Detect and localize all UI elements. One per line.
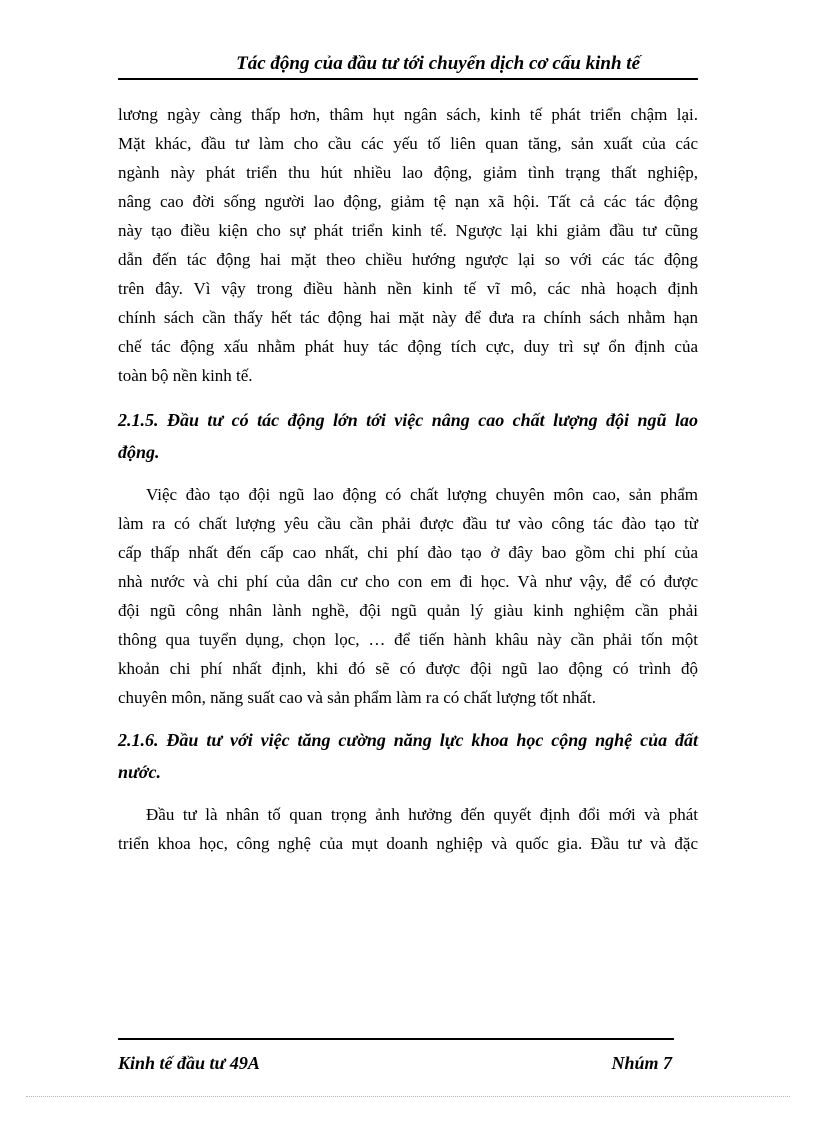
paragraph-line: Việc đào tạo đội ngũ lao động có chất lượng chuyên môn cao, sản phẩm xyxy=(146,485,698,504)
paragraph-line: ngành này phát triển thu hút nhiều lao động, giảm tình trạng thất nghiệp, xyxy=(118,163,698,182)
paragraph-line: Đầu tư là nhân tố quan trọng ảnh hưởng đến quyết định đổi mới và phát xyxy=(146,805,698,824)
paragraph-line: dẫn đến tác động hai mặt theo chiều hướng ngược lại so với các tác động xyxy=(118,250,698,269)
paragraph-line: chuyên môn, năng suất cao và sản phẩm làm ra có chất lượng tốt nhất. xyxy=(118,688,597,707)
paragraph-line: chế tác động xấu nhằm phát huy tác động tích cực, duy trì sự ổn định của xyxy=(118,337,698,356)
body-text xyxy=(118,100,698,858)
section-heading-2-1-6 xyxy=(118,724,698,788)
paragraph-line: trên đây. Vì vậy trong điều hành nền kinh tế vĩ mô, các nhà hoạch định xyxy=(118,279,698,298)
section-heading-2-1-5 xyxy=(118,404,698,468)
paragraph-line: chính sách cần thấy hết tác động hai mặt này để đưa ra chính sách nhằm hạn xyxy=(118,308,698,327)
paragraph-line: cấp thấp nhất đến cấp cao nhất, chi phí đào tạo ở đây bao gồm chi phí của xyxy=(118,543,698,562)
heading-line: 2.1.6. Đầu tư với việc tăng cường năng lực khoa học cộng nghệ của đất xyxy=(118,730,698,750)
footer-right-text: Nhúm 7 xyxy=(611,1053,672,1073)
paragraph-2 xyxy=(118,480,698,712)
footer-divider xyxy=(118,1038,674,1040)
footer-left-text: Kinh tế đầu tư 49A xyxy=(118,1053,260,1073)
heading-line: 2.1.5. Đầu tư có tác động lớn tới việc nâng cao chất lượng đội ngũ lao xyxy=(118,410,698,430)
page-bottom-edge xyxy=(26,1096,790,1097)
heading-line: động. xyxy=(118,442,160,462)
heading-line: nước. xyxy=(118,762,161,782)
paragraph-line: lương ngày càng thấp hơn, thâm hụt ngân sách, kinh tế phát triển chậm lại. xyxy=(118,105,698,124)
page-header xyxy=(118,50,698,80)
paragraph-line: khoản chi phí nhất định, khi đó sẽ có được đội ngũ lao động có trình độ xyxy=(118,659,698,678)
paragraph-line: đội ngũ công nhân lành nghề, đội ngũ quản lý giàu kinh nghiệm cần phải xyxy=(118,601,698,620)
paragraph-line: thông qua tuyển dụng, chọn lọc, … để tiến hành khâu này cần phải tốn một xyxy=(118,630,698,649)
paragraph-line: làm ra có chất lượng yêu cầu cần phải được đầu tư vào công tác đào tạo từ xyxy=(118,514,698,533)
paragraph-line: toàn bộ nền kinh tế. xyxy=(118,366,253,385)
paragraph-3 xyxy=(118,800,698,858)
paragraph-1 xyxy=(118,100,698,390)
paragraph-line: này tạo điều kiện cho sự phát triển kinh tế. Ngược lại khi giảm đầu tư cũng xyxy=(118,221,698,240)
paragraph-line: nhà nước và chi phí của dân cư cho con em đi học. Và như vậy, để có được xyxy=(118,572,698,591)
header-title: Tác động của đầu tư tới chuyển dịch cơ cấu kinh tế xyxy=(236,53,640,74)
paragraph-line: triển khoa học, công nghệ của mụt doanh nghiệp và quốc gia. Đầu tư và đặc xyxy=(118,834,698,853)
paragraph-line: nâng cao đời sống người lao động, giảm tệ nạn xã hội. Tất cả các tác động xyxy=(118,192,698,211)
paragraph-line: Mặt khác, đầu tư làm cho cầu các yếu tố liên quan tăng, sản xuất của các xyxy=(118,134,698,153)
